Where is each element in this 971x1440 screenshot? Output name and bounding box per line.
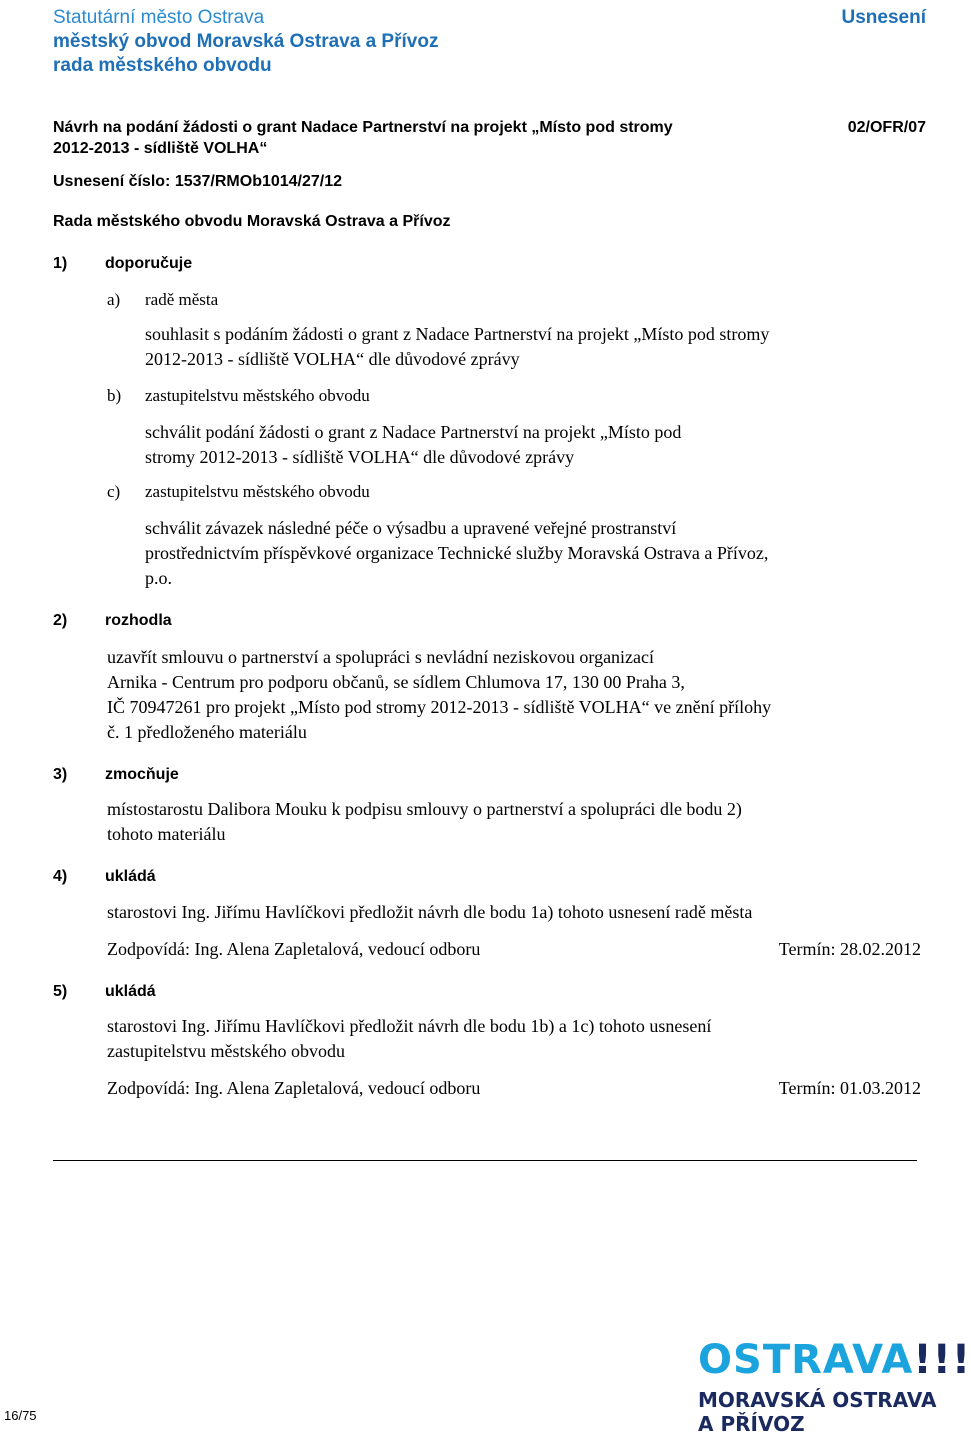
section-4-text: starostovi Ing. Jiřímu Havlíčkovi předložit návrh dle bodu 1a) tohoto usnesení radě města (107, 902, 753, 922)
section-3-heading (53, 766, 353, 786)
item-1a-text: souhlasit s podáním žádosti o grant z Nadace Partnerství na projekt „Místo pod stromy 2012-2013 - sídliště VOLHA“ dle důvodové zprávy (145, 324, 770, 369)
item-letter: c) (107, 482, 121, 501)
section-label: ukládá (105, 983, 156, 1000)
subject-line-2: 2012-2013 - sídliště VOLHA“ (53, 140, 268, 157)
page-number: 16/75 (4, 1408, 37, 1423)
item-label: zastupitelstvu městského obvodu (145, 386, 370, 405)
section-number: 1) (53, 255, 68, 272)
section-5-text: starostovi Ing. Jiřímu Havlíčkovi předložit návrh dle bodu 1b) a 1c) tohoto usnesení zastupitelstvu městského obvodu (107, 1016, 712, 1061)
section-5-deadline: Termín: 01.03.2012 (778, 1078, 921, 1098)
section-number: 3) (53, 766, 68, 783)
ostrava-logo (698, 1337, 971, 1438)
document-code: 02/OFR/07 (847, 119, 926, 136)
section-4-responsible: Zodpovídá: Ing. Alena Zapletalová, vedoucí odboru (107, 939, 481, 959)
item-1b-text: schválit podání žádosti o grant z Nadace Partnerství na projekt „Místo pod stromy 2012-2013 - sídliště VOLHA“ dle důvodové zprávy (145, 422, 682, 467)
logo-wordmark: OSTRAVA!!! (698, 1337, 971, 1383)
document-type: Usnesení (841, 7, 926, 28)
item-letter: b) (107, 386, 122, 405)
section-label: doporučuje (105, 255, 193, 272)
section-number: 2) (53, 612, 68, 629)
item-label: zastupitelstvu městského obvodu (145, 482, 370, 501)
resolution-number: Usnesení číslo: 1537/RMOb1014/27/12 (53, 173, 343, 190)
section-label: zmocňuje (105, 766, 179, 783)
council-body: Rada městského obvodu Moravská Ostrava a Přívoz (53, 213, 451, 230)
section-label: rozhodla (105, 612, 172, 629)
city-name: Statutární město Ostrava (53, 7, 265, 28)
section-2-text: uzavřít smlouvu o partnerství a spolupráci s nevládní neziskovou organizací Arnika - Centrum pro podporu občanů, se sídlem Chlumova 17, 130 00 Praha 3, IČ 70947261 pro projekt „Místo pod stromy 2012-2013 - sídliště VOLHA“ ve znění přílohy č. 1 předloženého materiálu (107, 647, 772, 742)
footer-divider (53, 1160, 917, 1161)
item-1b-heading (107, 386, 607, 408)
item-1a-heading (107, 290, 607, 312)
section-4-deadline: Termín: 28.02.2012 (778, 939, 921, 959)
section-5-heading (53, 983, 353, 1003)
section-4-heading (53, 868, 353, 888)
council-name: rada městského obvodu (53, 55, 272, 76)
section-1-heading (53, 255, 353, 275)
district-name: městský obvod Moravská Ostrava a Přívoz (53, 31, 439, 52)
logo-district-line-1: MORAVSKÁ OSTRAVA (698, 1388, 937, 1412)
logo-district-line-2: A PŘÍVOZ (698, 1412, 805, 1436)
item-1c-heading (107, 482, 607, 504)
section-label: ukládá (105, 868, 156, 885)
item-1c-text: schválit závazek následné péče o výsadbu a upravené veřejné prostranství prostřednictvím příspěvkové organizace Technické služby Moravská Ostrava a Přívoz, p.o. (145, 518, 769, 588)
section-number: 5) (53, 983, 68, 1000)
section-5-responsible: Zodpovídá: Ing. Alena Zapletalová, vedoucí odboru (107, 1078, 481, 1098)
section-2-heading (53, 612, 353, 632)
item-label: radě města (145, 290, 219, 309)
item-letter: a) (107, 290, 121, 309)
subject-line-1: Návrh na podání žádosti o grant Nadace Partnerství na projekt „Místo pod stromy (53, 119, 673, 136)
section-3-text: místostarostu Dalibora Mouku k podpisu smlouvy o partnerství a spolupráci dle bodu 2) tohoto materiálu (107, 799, 742, 844)
section-number: 4) (53, 868, 68, 885)
